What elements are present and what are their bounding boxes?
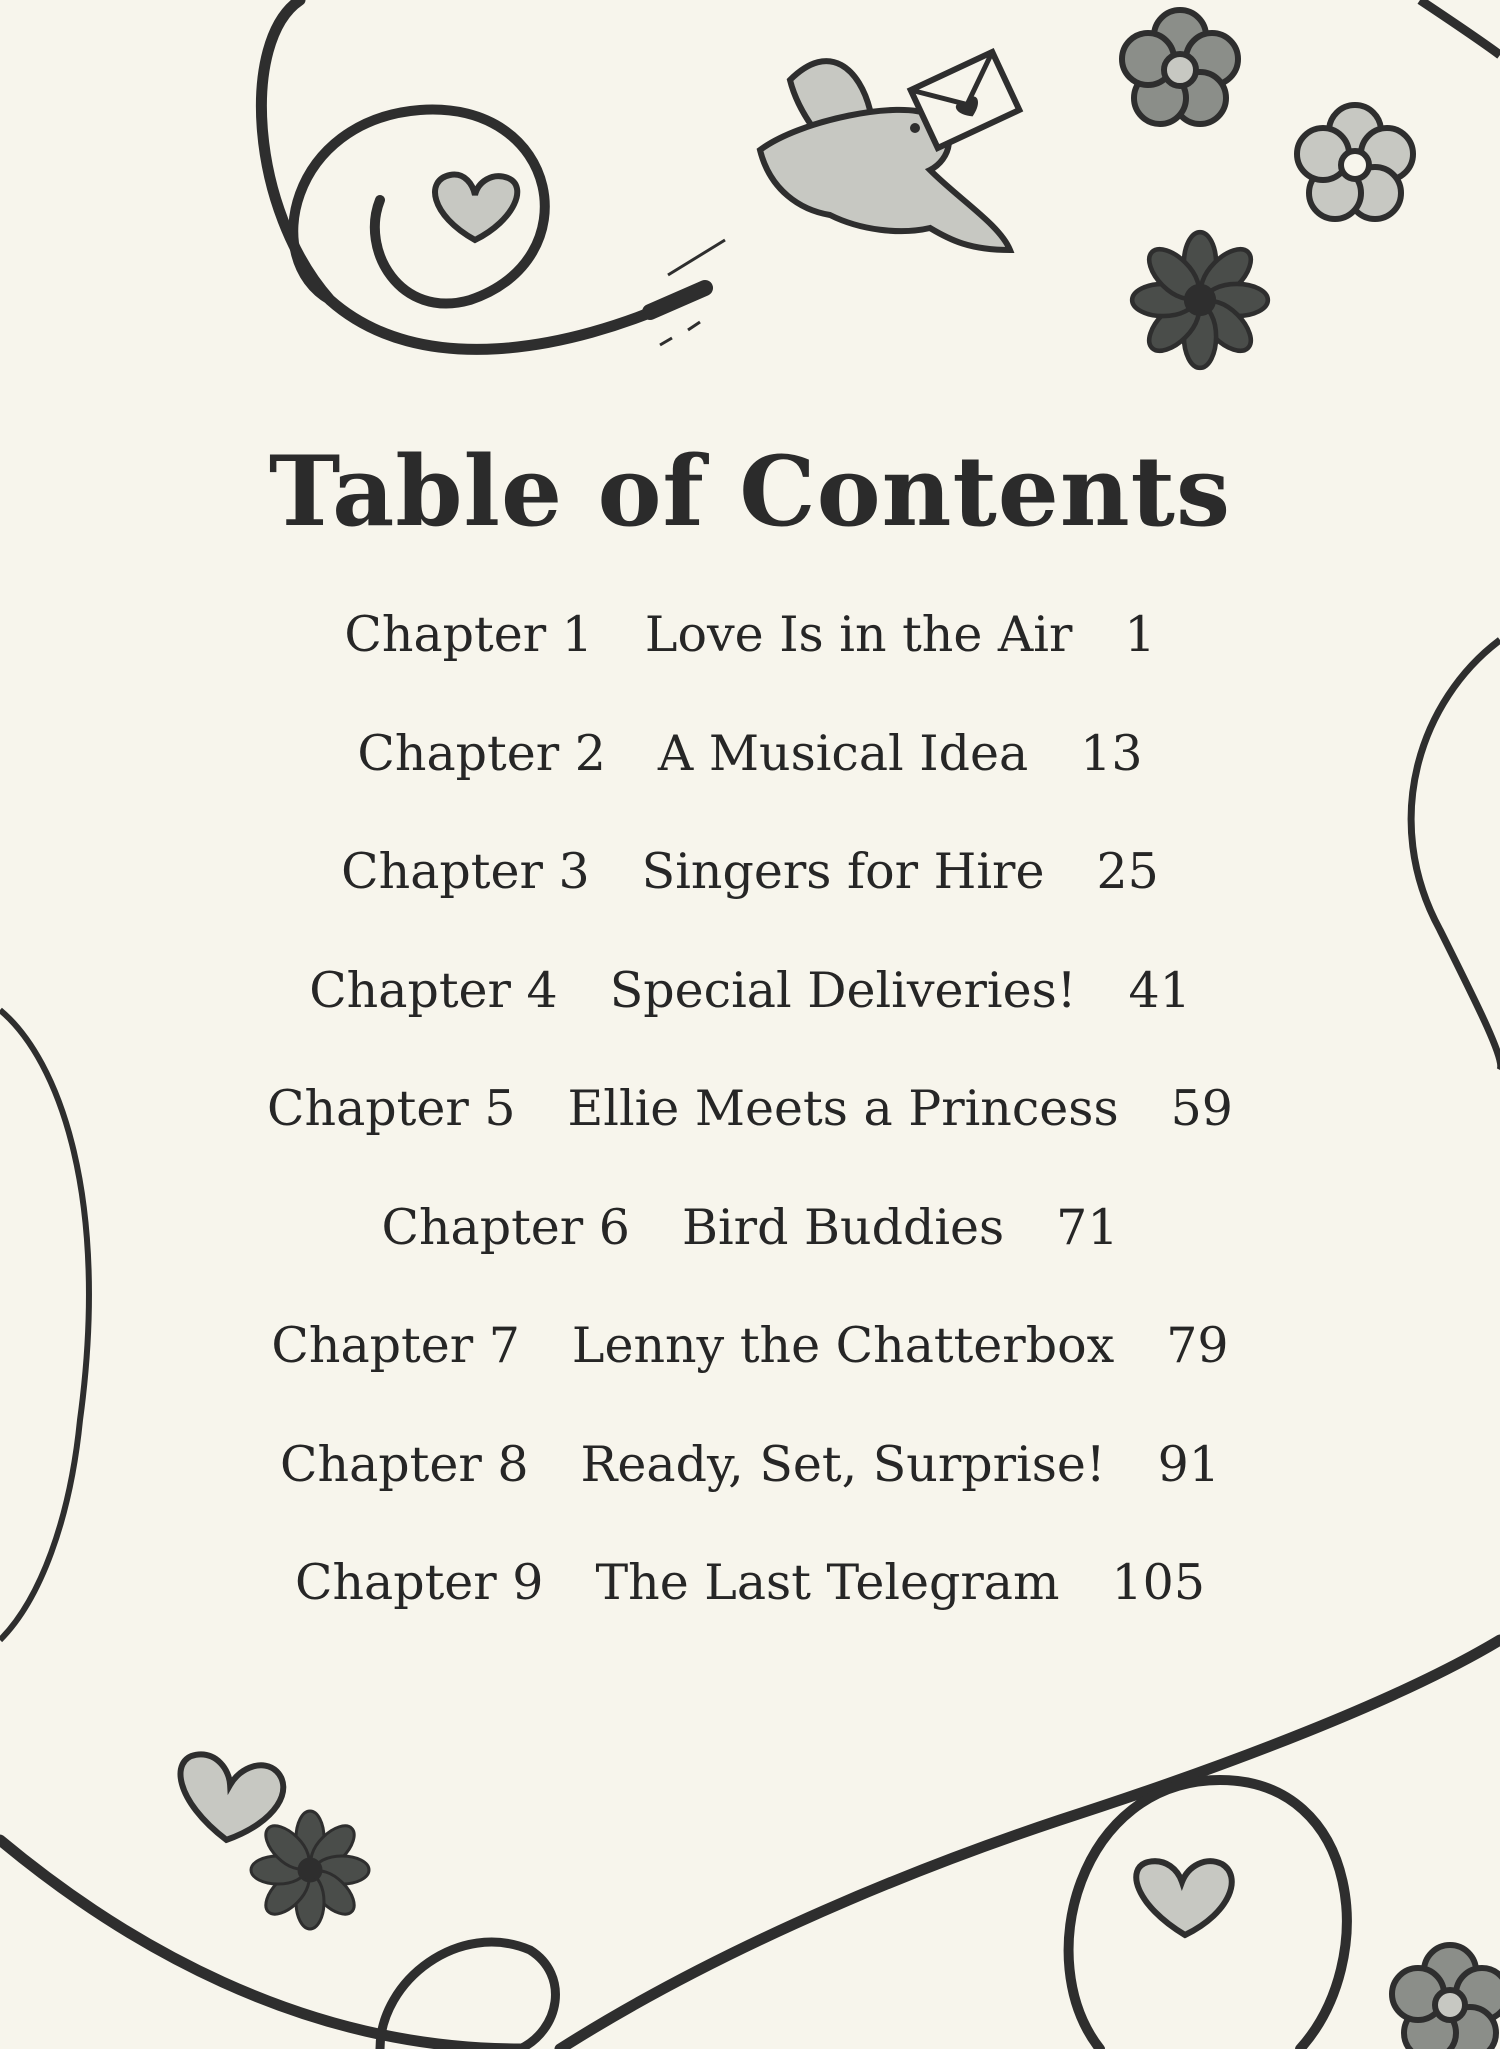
swirl-line [1420,0,1500,55]
chapter-number: Chapter 7 [271,1317,520,1374]
chapter-number: Chapter 8 [280,1435,529,1493]
page-number: 71 [1056,1198,1119,1256]
toc-entry [0,1301,1500,1420]
chapter-number: Chapter 2 [357,724,606,782]
swirl-line [560,1640,1500,2049]
page-number: 41 [1128,961,1191,1019]
chapter-title: Ready, Set, Surprise! [580,1435,1106,1493]
chapter-title: A Musical Idea [657,724,1029,782]
toc-entry [0,946,1500,1065]
page-title: Table of Contents [268,435,1232,548]
toc-entry [0,709,1500,828]
page-number: 79 [1166,1317,1229,1374]
flower-icon [1132,232,1268,368]
swirl-line [380,1942,555,2049]
chapter-title: Bird Buddies [681,1198,1005,1256]
chapter-title: Singers for Hire [641,843,1045,900]
chapter-number: Chapter 4 [309,961,558,1019]
swirl-line [650,288,705,312]
chapter-title: Love Is in the Air [644,606,1073,663]
table-of-contents [0,590,1500,1657]
chapter-title: Ellie Meets a Princess [567,1080,1119,1137]
toc-entry [0,1538,1500,1657]
toc-entry [0,1064,1500,1183]
chapter-number: Chapter 1 [344,606,593,663]
chapter-title: Lenny the Chatterbox [571,1317,1115,1374]
page-number: 105 [1111,1554,1206,1611]
toc-entry [0,1183,1500,1302]
page-number: 91 [1157,1435,1220,1493]
flower-icon [1122,10,1238,124]
flower-icon [1392,1945,1500,2049]
chapter-title: Special Deliveries! [609,961,1077,1019]
chapter-number: Chapter 9 [294,1554,544,1611]
toc-entry [0,1420,1500,1539]
chapter-number: Chapter 6 [381,1198,630,1256]
heart-icon [1136,1861,1231,1935]
toc-entry [0,590,1500,709]
flower-icon [251,1811,369,1929]
page-number: 59 [1170,1080,1233,1137]
chapter-number: Chapter 3 [341,843,590,900]
chapter-title: The Last Telegram [595,1554,1060,1611]
chapter-number: Chapter 5 [267,1080,516,1137]
flower-icon [1297,105,1413,219]
page-number: 13 [1080,724,1143,782]
toc-entry [0,827,1500,946]
page-number: 1 [1124,606,1156,663]
page-number: 25 [1096,843,1159,900]
heart-icon [435,175,517,240]
